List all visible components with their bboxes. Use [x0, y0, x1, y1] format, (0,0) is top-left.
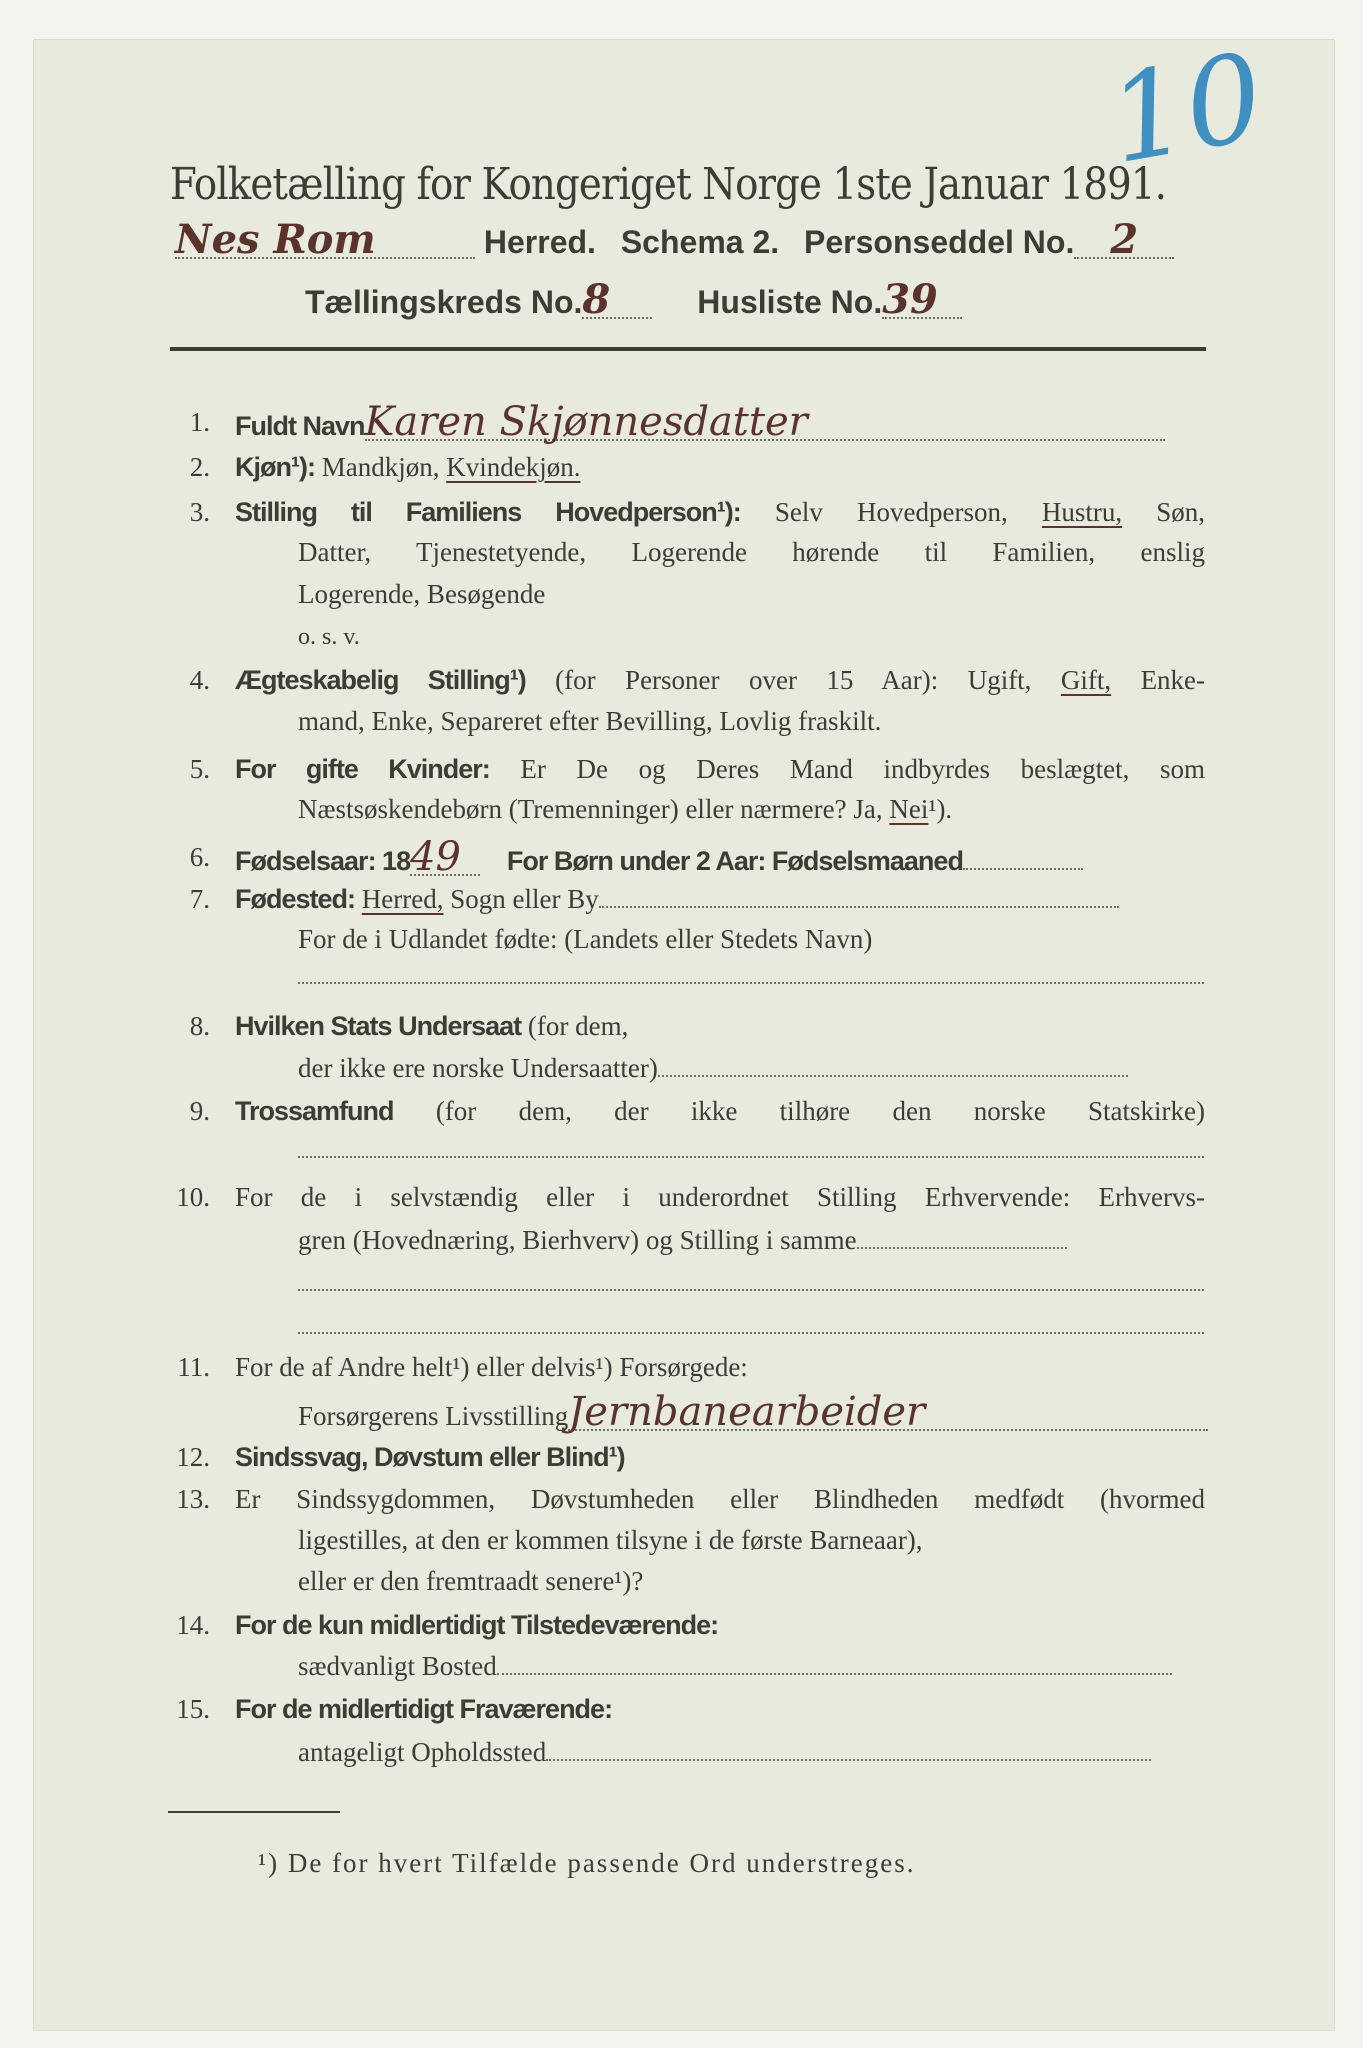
item-marital [235, 663, 1205, 697]
item-support: For de af Andre helt¹) eller delvis¹) Forsørgede: [235, 1352, 748, 1382]
footnote-rule [168, 1811, 340, 1813]
archive-mark: 10 [1099, 27, 1274, 192]
herred-line [175, 216, 1174, 263]
item-number: 7. [189, 884, 210, 914]
item-number: 15. [176, 1694, 210, 1724]
option-selected: Hustru, [1041, 497, 1123, 527]
label: Fødselsaar: 18 [235, 846, 411, 876]
label: antageligt Opholdssted [298, 1737, 547, 1767]
options-cont: mand, Enke, Separeret efter Bevilling, Lovlig fraskilt. [298, 706, 882, 736]
option-selected: Kvindekjøn. [446, 452, 581, 482]
label: Kjøn¹): [235, 452, 315, 482]
label: For Børn under 2 Aar: Fødselsmaaned [506, 846, 963, 876]
item-probable-residence [298, 1735, 1151, 1769]
item-number: 4. [189, 665, 210, 695]
kreds-line [305, 276, 962, 323]
item-number: 2. [189, 452, 210, 482]
item-number: 14. [176, 1610, 210, 1640]
footnote-ref: ¹). [928, 794, 953, 824]
note: gren (Hovednæring, Bierhverv) og Stilling i samme [298, 1225, 857, 1255]
option: Selv Hovedperson, [774, 497, 1008, 527]
options-cont: Logerende, Besøgende [298, 579, 546, 609]
item-sex [235, 450, 580, 484]
husliste-value: 39 [882, 283, 962, 319]
option: Sogn eller By [450, 884, 599, 914]
kreds-label: Tællingskreds No. [305, 284, 583, 320]
footnote: ¹) De for hvert Tilfælde passende Ord understreges. [258, 1848, 916, 1878]
option-selected: Gift, [1060, 665, 1112, 695]
census-form [34, 27, 1334, 2030]
personseddel-label: Personseddel No. [804, 224, 1075, 260]
provider-occupation-value: Jernbanearbeider [568, 1395, 1208, 1431]
kreds-value: 8 [582, 283, 652, 319]
item-number: 5. [189, 754, 210, 784]
answer-line [298, 1332, 1204, 1334]
item-temporary-present [235, 1608, 718, 1642]
form-title: Folketælling for Kongeriget Norge 1ste Januar 1891. [170, 159, 1167, 210]
label: Sindssvag, Døvstum eller Blind¹) [235, 1442, 625, 1472]
label: For de kun midlertidigt Tilstedeværende: [235, 1610, 719, 1640]
option-selected: Nei [889, 794, 929, 824]
herred-value: Nes Rom [175, 223, 475, 259]
birthyear-value: 49 [410, 840, 480, 876]
item-number: 3. [189, 497, 210, 527]
item-number: 8. [189, 1011, 210, 1041]
option: Mandkjøn, [321, 452, 440, 482]
item-full-name [235, 399, 1205, 445]
item-number: 1. [189, 407, 210, 437]
item-temporary-absent [235, 1692, 612, 1726]
foreign-born-label: For de i Udlandet fødte: (Landets eller Stedets Navn) [298, 924, 873, 954]
answer-line [298, 1289, 1204, 1291]
item-kinship-cont [298, 792, 952, 826]
label: Hvilken Stats Undersaat [235, 1011, 522, 1041]
item-disability [235, 1440, 625, 1474]
label: Trossamfund [235, 1096, 394, 1126]
item-number: 10. [176, 1182, 210, 1212]
item-usual-residence [298, 1649, 1172, 1683]
item-birthplace [235, 882, 1119, 916]
item-number: 13. [176, 1484, 210, 1514]
item-number: 9. [189, 1096, 210, 1126]
item-congenital-cont: eller er den fremtraadt senere¹)? [298, 1566, 644, 1596]
item-kinship [235, 752, 1205, 786]
label: Fuldt Navn [235, 411, 365, 441]
label: sædvanligt Bosted [298, 1651, 497, 1681]
item-support-cont [298, 1389, 1208, 1435]
name-value: Karen Skjønnesdatter [365, 405, 1165, 441]
herred-label: Herred. [483, 224, 596, 260]
item-number: 6. [189, 842, 210, 872]
item-congenital-cont: ligestilles, at den er kommen tilsyne i de første Barneaar), [298, 1525, 923, 1555]
item-number: 11. [177, 1352, 210, 1382]
schema-label: Schema 2. [620, 224, 780, 260]
label: Forsørgerens Livsstilling [298, 1401, 569, 1431]
options: (for Personer over 15 Aar): Ugift, [555, 665, 1032, 695]
header-rule [170, 347, 1206, 351]
label: For gifte Kvinder: [235, 754, 490, 784]
note: (for dem, [527, 1011, 629, 1041]
option: Enke- [1140, 665, 1206, 695]
label: For de midlertidigt Fraværende: [235, 1694, 613, 1724]
item-congenital: Er Sindssygdommen, Døvstumheden eller Blindheden medfødt (hvormed [235, 1484, 1205, 1514]
item-religion [235, 1094, 1205, 1128]
option: Søn, [1156, 497, 1206, 527]
options-cont: o. s. v. [298, 624, 360, 650]
answer-line [298, 982, 1204, 984]
item-citizenship [235, 1009, 628, 1043]
note: der ikke ere norske Undersaatter) [298, 1053, 658, 1083]
label: Stilling til Familiens Hovedperson¹): [235, 497, 741, 527]
personseddel-value: 2 [1074, 223, 1174, 259]
question: Næstsøskendebørn (Tremenninger) eller nærmere? Ja, [298, 794, 883, 824]
answer-line [298, 1156, 1204, 1158]
question: Er De og Deres Mand indbyrdes beslægtet, som [520, 754, 1206, 784]
item-birthyear [235, 834, 1205, 880]
options-cont: Datter, Tjenestetyende, Logerende hørende til Familien, enslig [298, 537, 1205, 567]
item-occupation: For de i selvstændig eller i underordnet Stilling Erhvervende: Erhvervs- [235, 1182, 1205, 1212]
item-position [235, 495, 1205, 529]
item-citizenship-cont [298, 1051, 1204, 1085]
item-number: 12. [176, 1442, 210, 1472]
label: Ægteskabelig Stilling¹) [235, 665, 526, 695]
label: Fødested: [235, 884, 356, 914]
label [507, 846, 963, 876]
husliste-label: Husliste No. [697, 284, 883, 320]
note: (for dem, der ikke tilhøre den norske Statskirke) [435, 1096, 1205, 1126]
item-occupation-cont [298, 1223, 1067, 1257]
option-selected: Herred, [361, 884, 444, 914]
